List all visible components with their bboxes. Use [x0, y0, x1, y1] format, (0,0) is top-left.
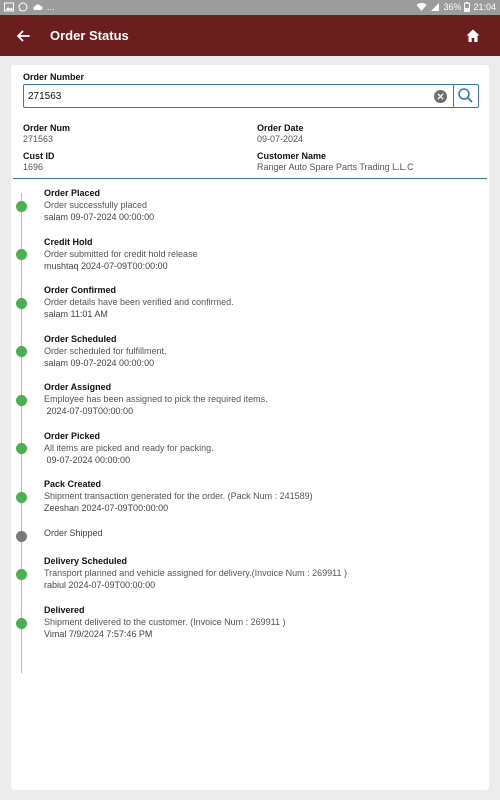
- event-meta-credit-hold: mushtaq 2024-07-09T00:00:00: [44, 261, 168, 271]
- signal-icon: [430, 2, 440, 12]
- timeline-dot-order-confirmed: [16, 298, 27, 309]
- event-desc-order-placed: Order successfully placed: [44, 200, 148, 210]
- order-status-card: [11, 65, 489, 790]
- event-meta-order-placed: salam 09-07-2024 00:00:00: [44, 212, 155, 222]
- timeline-dot-order-assigned: [16, 395, 27, 406]
- event-desc-delivery-scheduled: Transport planned and vehicle assigned for delivery.(Invoice Num : 269911 ): [44, 568, 347, 578]
- event-desc-order-picked: All items are picked and ready for packing.: [44, 443, 214, 453]
- event-meta-delivered: Vimal 7/9/2024 7:57:46 PM: [44, 629, 153, 639]
- event-title-order-assigned: Order Assigned: [44, 382, 112, 392]
- status-bar-notifications: [4, 1, 55, 13]
- timeline-dot-order-placed: [16, 201, 27, 212]
- close-icon: [434, 90, 447, 103]
- timeline-dot-order-picked: [16, 443, 27, 454]
- order-number-input[interactable]: [28, 88, 428, 104]
- wifi-icon: [416, 2, 427, 12]
- arrow-left-icon: [10, 23, 36, 49]
- order-num-value: 271563: [23, 134, 54, 144]
- clock: 21:04: [473, 2, 496, 12]
- order-num-label: Order Num: [23, 123, 71, 133]
- event-title-order-confirmed: Order Confirmed: [44, 285, 117, 295]
- order-number-label: Order Number: [23, 72, 85, 82]
- home-icon: [460, 23, 486, 49]
- event-meta-order-picked: 09-07-2024 00:00:00: [44, 455, 131, 465]
- event-meta-pack-created: Zeeshan 2024-07-09T00:00:00: [44, 503, 169, 513]
- search-button[interactable]: [453, 84, 479, 108]
- timeline-dot-delivered: [16, 618, 27, 629]
- battery-icon: [464, 2, 470, 12]
- event-desc-credit-hold: Order submitted for credit hold release: [44, 249, 198, 259]
- more-notifications: ...: [47, 2, 55, 12]
- timeline-line: [21, 193, 22, 673]
- app-bar: [0, 15, 500, 56]
- battery-percent: 36%: [443, 2, 462, 12]
- whatsapp-icon: [18, 2, 28, 12]
- event-meta-order-confirmed: salam 11:01 AM: [44, 309, 108, 319]
- event-desc-delivered: Shipment delivered to the customer. (Invoice Num : 269911 ): [44, 617, 286, 627]
- event-title-order-picked: Order Picked: [44, 431, 101, 441]
- search-icon: [454, 85, 477, 106]
- cust-id-value: 1696: [23, 162, 44, 172]
- order-date-value: 09-07-2024: [257, 134, 304, 144]
- event-desc-pack-created: Shipment transaction generated for the order. (Pack Num : 241589): [44, 491, 313, 501]
- timeline-dot-delivery-scheduled: [16, 569, 27, 580]
- customer-name-label: Customer Name: [257, 151, 327, 161]
- timeline-dot-credit-hold: [16, 249, 27, 260]
- back-button[interactable]: [10, 23, 36, 49]
- event-meta-delivery-scheduled: rabiul 2024-07-09T00:00:00: [44, 580, 156, 590]
- gallery-icon: [4, 2, 14, 12]
- divider: [13, 178, 487, 179]
- timeline-dot-order-scheduled: [16, 346, 27, 357]
- timeline-dot-pack-created: [16, 492, 27, 503]
- customer-name-value: Ranger Auto Spare Parts Trading L.L.C: [257, 162, 414, 172]
- order-date-label: Order Date: [257, 123, 304, 133]
- status-bar-system: [416, 1, 496, 13]
- page-title: Order Status: [50, 28, 129, 43]
- cloud-icon: [32, 2, 43, 12]
- order-number-field[interactable]: [23, 84, 453, 108]
- event-meta-order-scheduled: salam 09-07-2024 00:00:00: [44, 358, 155, 368]
- event-meta-order-assigned: 2024-07-09T00:00:00: [44, 406, 134, 416]
- event-title-credit-hold: Credit Hold: [44, 237, 93, 247]
- event-title-delivered: Delivered: [44, 605, 85, 615]
- event-desc-order-confirmed: Order details have been verified and confirmed.: [44, 297, 234, 307]
- status-bar: [0, 0, 500, 15]
- event-desc-order-scheduled: Order scheduled for fulfillment.: [44, 346, 167, 356]
- event-title-delivery-scheduled: Delivery Scheduled: [44, 556, 128, 566]
- event-title-pack-created: Pack Created: [44, 479, 102, 489]
- event-title-order-scheduled: Order Scheduled: [44, 334, 117, 344]
- event-title-order-placed: Order Placed: [44, 188, 101, 198]
- clear-button[interactable]: [434, 90, 447, 103]
- event-label-order-shipped: Order Shipped: [44, 528, 103, 538]
- event-desc-order-assigned: Employee has been assigned to pick the required items.: [44, 394, 268, 404]
- cust-id-label: Cust ID: [23, 151, 55, 161]
- home-button[interactable]: [460, 23, 486, 49]
- timeline-dot-order-shipped: [16, 531, 27, 542]
